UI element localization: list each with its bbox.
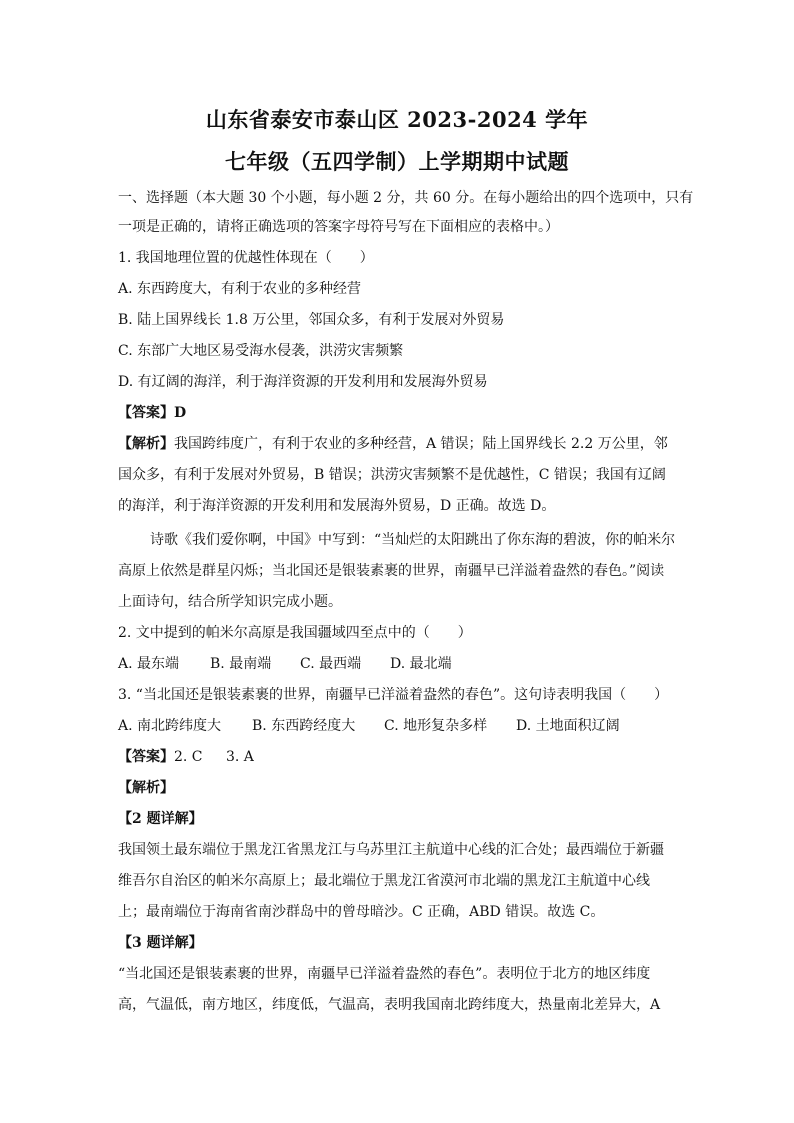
answer-2: 2. C: [174, 749, 203, 765]
question-1-option-d: D. 有辽阔的海洋，利于海洋资源的开发利用和发展海外贸易: [118, 374, 488, 390]
page-subtitle: 七年级（五四学制）上学期期中试题: [225, 149, 569, 174]
page-title: 山东省泰安市泰山区 2023-2024 学年: [205, 107, 589, 132]
answer-label: 【答案】: [118, 749, 174, 765]
question-3-option-b: B. 东西跨经度大: [252, 718, 356, 734]
answer-text: 【答案】D: [118, 405, 187, 421]
question-3-option-a: A. 南北跨纬度大: [118, 718, 222, 734]
analysis-label: 【解析】: [118, 436, 174, 452]
passage-line2: 高原上依然是群星闪烁；当北国还是银装素裹的世界，南疆早已洋溢着盎然的春色。”阅读: [118, 563, 665, 579]
detail-2-line2: 维吾尔自治区的帕米尔高原上；最北端位于黑龙江省漠河市北端的黑龙江主航道中心线: [118, 873, 650, 889]
question-1-option-a: A. 东西跨度大，有利于农业的多种经营: [118, 281, 362, 297]
question-3-options: [118, 716, 678, 736]
question-3-option-d: D. 土地面积辽阔: [516, 718, 620, 734]
passage-line1: 诗歌《我们爱你啊，中国》中写到：“当灿烂的太阳跳出了你东海的碧波，你的帕米尔: [150, 532, 676, 548]
section-intro-line2: 一项是正确的，请将正确选项的答案字母符号写在下面相应的表格中。）: [118, 219, 559, 235]
passage-line3: 上面诗句，结合所学知识完成小题。: [118, 594, 342, 610]
detail-2-line3: 上；最南端位于海南省南沙群岛中的曾母暗沙。C 正确，ABD 错误。故选 C。: [118, 904, 605, 920]
question-1-answer: [118, 403, 678, 423]
question-2-stem: 2. 文中提到的帕米尔高原是我国疆域四至点中的（ ）: [118, 625, 472, 641]
question-1-analysis-line2: 国众多，有利于发展对外贸易，B 错误；洪涝灾害频繁不是优越性，C 错误；我国有辽阔: [118, 467, 666, 483]
detail-3-line1: “当北国还是银装素裹的世界，南疆早已洋溢着盎然的春色”。表明位于北方的地区纬度: [118, 966, 651, 982]
question-2-3-answer: [118, 747, 678, 767]
analysis-text: 我国跨纬度广，有利于农业的多种经营，A 错误；陆上国界线长 2.2 万公里，邻: [174, 436, 668, 452]
question-2-3-analysis-label: 【解析】: [118, 780, 174, 796]
section-intro-line1: 一、选择题（本大题 30 个小题，每小题 2 分，共 60 分。在每小题给出的四个选项中，只有: [118, 190, 694, 206]
question-2-option-d: D. 最北端: [390, 656, 452, 672]
detail-2-line1: 我国领土最东端位于黑龙江省黑龙江与乌苏里江主航道中心线的汇合处；最西端位于新疆: [118, 842, 664, 858]
question-2-options: [118, 654, 678, 674]
question-1-analysis-line3: 的海洋，利于海洋资源的开发利用和发展海外贸易，D 正确。故选 D。: [118, 498, 556, 514]
question-2-option-c: C. 最西端: [300, 656, 362, 672]
question-1-option-c: C. 东部广大地区易受海水侵袭，洪涝灾害频繁: [118, 343, 404, 359]
detail-2-label: 【2 题详解】: [118, 811, 203, 827]
answer-3: 3. A: [226, 749, 254, 765]
question-1-option-b: B. 陆上国界线长 1.8 万公里，邻国众多，有利于发展对外贸易: [118, 312, 505, 328]
question-3-option-c: C. 地形复杂多样: [384, 718, 488, 734]
question-3-stem: 3. “当北国还是银装素裹的世界，南疆早已洋溢着盎然的春色”。这句诗表明我国（ ）: [118, 687, 669, 703]
detail-3-label: 【3 题详解】: [118, 935, 203, 951]
question-2-option-a: A. 最东端: [118, 656, 180, 672]
question-1-analysis-line1: [118, 434, 678, 454]
question-2-option-b: B. 最南端: [210, 656, 272, 672]
question-1-stem: 1. 我国地理位置的优越性体现在（ ）: [118, 250, 374, 266]
detail-3-line2: 高，气温低，南方地区，纬度低，气温高，表明我国南北跨纬度大，热量南北差异大，A: [118, 997, 661, 1013]
